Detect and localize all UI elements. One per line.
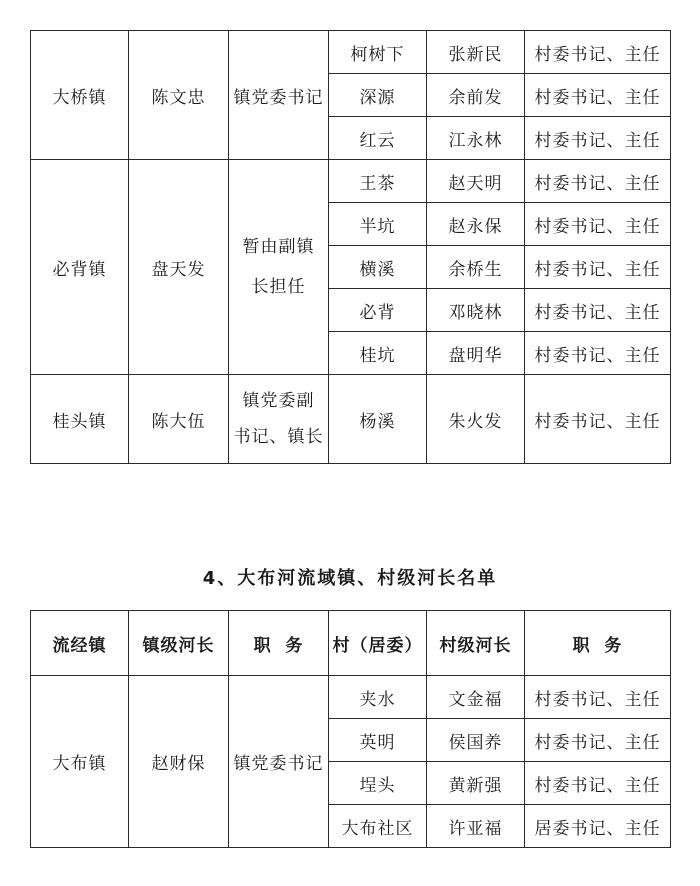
position-cell: 镇党委副 书记、镇长 bbox=[229, 375, 329, 464]
river-chief-table-continued bbox=[30, 30, 671, 464]
village-role-cell: 村委书记、主任 bbox=[525, 375, 671, 464]
village-role-cell: 村委书记、主任 bbox=[525, 31, 671, 74]
town-chief-cell: 陈文忠 bbox=[129, 31, 229, 160]
village-role-cell: 村委书记、主任 bbox=[525, 160, 671, 203]
village-chief-cell: 黄新强 bbox=[427, 762, 525, 805]
dabu-river-chief-table bbox=[30, 610, 671, 848]
table-row bbox=[31, 676, 671, 719]
header-village-role: 职 务 bbox=[525, 611, 671, 676]
village-chief-cell: 文金福 bbox=[427, 676, 525, 719]
village-chief-cell: 朱火发 bbox=[427, 375, 525, 464]
village-cell: 桂坑 bbox=[329, 332, 427, 375]
village-chief-cell: 侯国养 bbox=[427, 719, 525, 762]
village-chief-cell: 许亚福 bbox=[427, 805, 525, 848]
position-cell: 镇党委书记 bbox=[229, 676, 329, 848]
town-cell: 必背镇 bbox=[31, 160, 129, 375]
table-row bbox=[31, 31, 671, 74]
village-chief-cell: 盘明华 bbox=[427, 332, 525, 375]
header-town-chief: 镇级河长 bbox=[129, 611, 229, 676]
village-role-cell: 村委书记、主任 bbox=[525, 117, 671, 160]
town-chief-cell: 陈大伍 bbox=[129, 375, 229, 464]
village-role-cell: 村委书记、主任 bbox=[525, 676, 671, 719]
header-village: 村（居委） bbox=[329, 611, 427, 676]
village-cell: 王茶 bbox=[329, 160, 427, 203]
village-role-cell: 村委书记、主任 bbox=[525, 203, 671, 246]
village-chief-cell: 张新民 bbox=[427, 31, 525, 74]
village-cell: 必背 bbox=[329, 289, 427, 332]
village-cell: 深源 bbox=[329, 74, 427, 117]
village-role-cell: 村委书记、主任 bbox=[525, 332, 671, 375]
village-cell: 夹水 bbox=[329, 676, 427, 719]
village-cell: 英明 bbox=[329, 719, 427, 762]
position-cell: 镇党委书记 bbox=[229, 31, 329, 160]
table-header-row bbox=[31, 611, 671, 676]
town-cell: 大布镇 bbox=[31, 676, 129, 848]
village-chief-cell: 赵永保 bbox=[427, 203, 525, 246]
town-cell: 大桥镇 bbox=[31, 31, 129, 160]
header-town: 流经镇 bbox=[31, 611, 129, 676]
village-cell: 横溪 bbox=[329, 246, 427, 289]
village-role-cell: 村委书记、主任 bbox=[525, 289, 671, 332]
village-cell: 柯树下 bbox=[329, 31, 427, 74]
town-cell: 桂头镇 bbox=[31, 375, 129, 464]
header-position: 职 务 bbox=[229, 611, 329, 676]
village-cell: 红云 bbox=[329, 117, 427, 160]
header-village-chief: 村级河长 bbox=[427, 611, 525, 676]
village-chief-cell: 余前发 bbox=[427, 74, 525, 117]
village-chief-cell: 江永林 bbox=[427, 117, 525, 160]
town-chief-cell: 赵财保 bbox=[129, 676, 229, 848]
village-cell: 埕头 bbox=[329, 762, 427, 805]
section-title: 4、大布河流域镇、村级河长名单 bbox=[202, 568, 498, 589]
village-cell: 半坑 bbox=[329, 203, 427, 246]
village-role-cell: 村委书记、主任 bbox=[525, 74, 671, 117]
table-row bbox=[31, 375, 671, 464]
town-chief-cell: 盘天发 bbox=[129, 160, 229, 375]
village-cell: 杨溪 bbox=[329, 375, 427, 464]
village-chief-cell: 赵天明 bbox=[427, 160, 525, 203]
village-role-cell: 村委书记、主任 bbox=[525, 762, 671, 805]
table-row bbox=[31, 160, 671, 203]
village-role-cell: 村委书记、主任 bbox=[525, 246, 671, 289]
position-cell: 暂由副镇 长担任 bbox=[229, 160, 329, 375]
village-role-cell: 居委书记、主任 bbox=[525, 805, 671, 848]
village-role-cell: 村委书记、主任 bbox=[525, 719, 671, 762]
village-cell: 大布社区 bbox=[329, 805, 427, 848]
village-chief-cell: 邓晓林 bbox=[427, 289, 525, 332]
village-chief-cell: 余桥生 bbox=[427, 246, 525, 289]
